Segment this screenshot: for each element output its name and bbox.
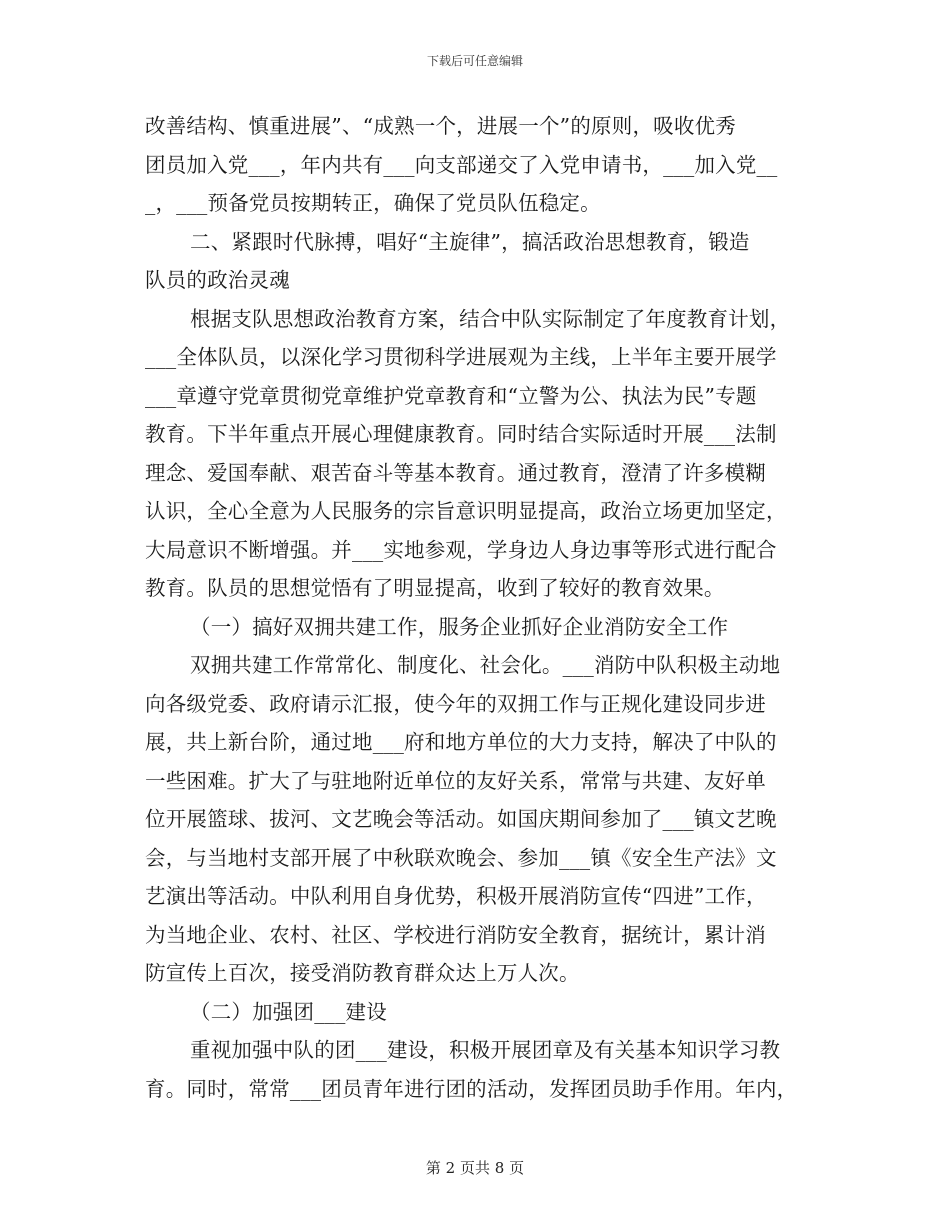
text-line: 会，与当地村支部开展了中秋联欢晚会、参加___镇《安全生产法》文 bbox=[145, 846, 777, 870]
text-line: 重视加强中队的团___建设，积极开展团章及有关基本知识学习教 bbox=[190, 1038, 781, 1062]
text-line: 防宣传上百次，接受消防教育群众达上万人次。 bbox=[145, 961, 580, 985]
text-line: 大局意识不断增强。并___实地参观，学身边人身边事等形式进行配合 bbox=[145, 538, 777, 562]
text-line: 展，共上新台阶，通过地___府和地方单位的大力支持，解决了中队的 bbox=[145, 730, 777, 754]
text-line: 艺演出等活动。中队利用自身优势，积极开展消防宣传“四进”工作， bbox=[145, 884, 767, 908]
page-header: 下载后可任意编辑 bbox=[426, 54, 523, 68]
text-line: 向各级党委、政府请示汇报，使今年的双拥工作与正规化建设同步进 bbox=[145, 692, 766, 716]
text-line: ___章遵守党章贯彻党章维护党章教育和“立警为公、执法为民”专题 bbox=[145, 384, 757, 408]
text-line: 教育。下半年重点开展心理健康教育。同时结合实际适时开展___法制 bbox=[145, 422, 777, 446]
text-line: 根据支队思想政治教育方案，结合中队实际制定了年度教育计划， bbox=[190, 307, 791, 331]
text-line: 理念、爱国奉献、艰苦奋斗等基本教育。通过教育，澄清了许多模糊 bbox=[145, 461, 766, 485]
text-line: ___全体队员，以深化学习贯彻科学进展观为主线，上半年主要开展学 bbox=[145, 345, 777, 369]
text-line: 为当地企业、农村、社区、学校进行消防安全教育，据统计，累计消 bbox=[145, 923, 766, 947]
text-line: 双拥共建工作常常化、制度化、社会化。___消防中队积极主动地 bbox=[190, 653, 781, 677]
text-line: 一些困难。扩大了与驻地附近单位的友好关系，常常与共建、友好单 bbox=[145, 769, 766, 793]
text-line: 认识，全心全意为人民服务的宗旨意识明显提高，政治立场更加坚定， bbox=[145, 499, 787, 523]
subsection-heading: （一）搞好双拥共建工作，服务企业抓好企业消防安全工作 bbox=[190, 615, 729, 639]
text-line: 教育。队员的思想觉悟有了明显提高，收到了较好的教育效果。 bbox=[145, 576, 725, 600]
text-line: 位开展篮球、拔河、文艺晚会等活动。如国庆期间参加了___镇文艺晚 bbox=[145, 807, 777, 831]
text-line: 育。同时，常常___团员青年进行团的活动，发挥团员助手作用。年内， bbox=[145, 1077, 798, 1101]
page-number: 第 2 页共 8 页 bbox=[425, 1159, 525, 1177]
text-line: 改善结构、慎重进展”、“成熟一个，进展一个”的原则，吸收优秀 bbox=[145, 114, 736, 138]
text-line: 团员加入党___，年内共有___向支部递交了入党申请书，___加入党__ bbox=[145, 153, 778, 177]
section-heading-cont: 队员的政治灵魂 bbox=[145, 268, 290, 292]
text-line: _，___预备党员按期转正，确保了党员队伍稳定。 bbox=[145, 191, 601, 215]
subsection-heading: （二）加强团___建设 bbox=[190, 1000, 387, 1024]
section-heading: 二、紧跟时代脉搏，唱好“主旋律”，搞活政治思想教育，锻造 bbox=[190, 230, 750, 254]
